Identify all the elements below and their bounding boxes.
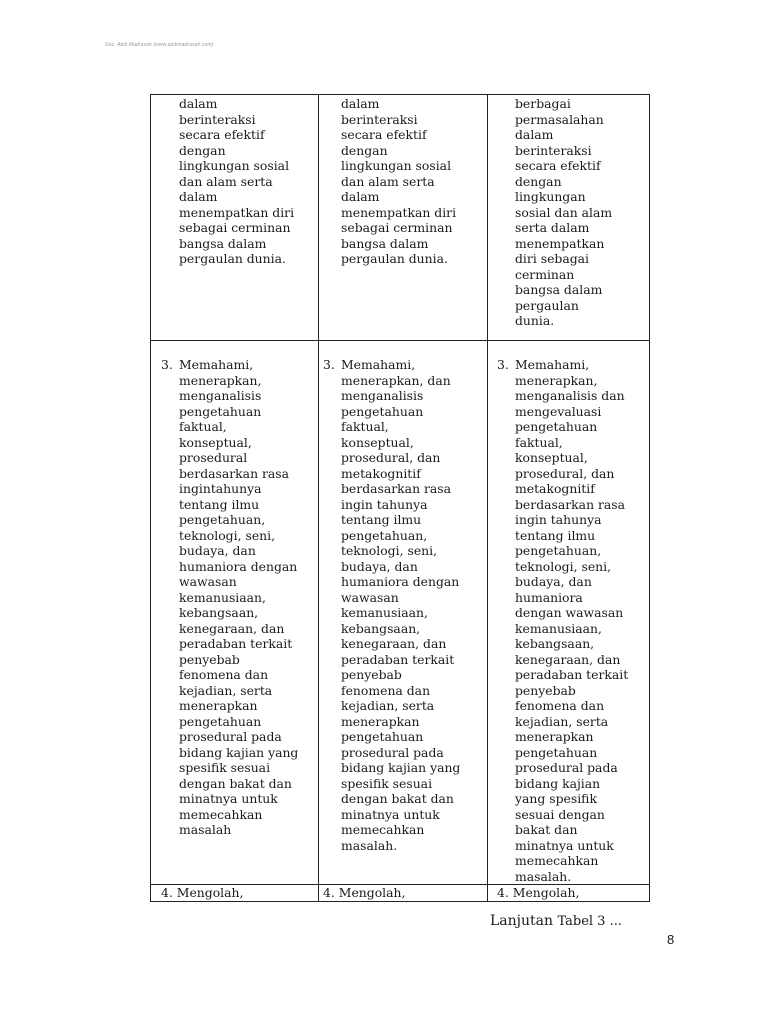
text-line: lingkungan bbox=[515, 189, 586, 204]
text-line: dengan wawasan bbox=[515, 605, 624, 620]
cell-text: Mengolah, bbox=[338, 885, 406, 900]
cell-text bbox=[319, 95, 487, 267]
text-line: kebangsaan, bbox=[341, 620, 421, 636]
continuation-label: Lanjutan bbox=[490, 913, 554, 929]
text-line: berdasarkan rasa bbox=[515, 496, 626, 512]
text-line: berdasarkan rasa bbox=[179, 465, 290, 481]
text-line: minatnya untuk bbox=[341, 806, 440, 822]
text-line: pengetahuan bbox=[515, 419, 598, 434]
text-line: faktual, bbox=[179, 419, 227, 434]
text-line: sebagai cerminan bbox=[179, 220, 291, 235]
text-line: spesifik sesuai bbox=[179, 760, 271, 775]
text-line: penyebab bbox=[341, 667, 402, 682]
text-line: menerapkan, bbox=[515, 372, 598, 388]
text-line: bidang kajian yang bbox=[341, 760, 461, 775]
text-line: menempatkan bbox=[515, 235, 605, 251]
text-line: metakognitif bbox=[515, 481, 595, 496]
text-line: kemanusiaan, bbox=[515, 620, 602, 636]
text-line: dan alam serta bbox=[179, 173, 273, 189]
text-line: bidang kajian yang bbox=[179, 744, 299, 760]
text-line: yang spesifik bbox=[515, 791, 597, 806]
text-line: berinteraksi bbox=[341, 111, 418, 127]
item-number: 4. bbox=[497, 885, 509, 900]
text-line: kebangsaan, bbox=[515, 636, 595, 651]
text-line: menerapkan, dan bbox=[341, 372, 451, 388]
text-line: humaniora dengan bbox=[341, 574, 460, 589]
text-line: dalam bbox=[341, 96, 380, 111]
text-line: wawasan bbox=[341, 589, 399, 605]
text-line: peradaban terkait bbox=[341, 651, 455, 667]
text-line: dengan bbox=[341, 142, 388, 158]
text-line: prosedural, dan bbox=[341, 450, 441, 465]
text-line: dalam bbox=[515, 127, 554, 142]
text-line: menerapkan, bbox=[179, 372, 262, 388]
cell-text bbox=[151, 357, 318, 838]
text-line: fenomena dan bbox=[341, 682, 431, 698]
text-line: berinteraksi bbox=[179, 111, 256, 127]
cell-text bbox=[488, 95, 649, 329]
text-line: memecahkan bbox=[179, 806, 263, 822]
cell-text: Mengolah, bbox=[512, 885, 580, 900]
text-line: teknologi, seni, bbox=[179, 527, 276, 543]
cell-text bbox=[319, 357, 487, 853]
text-line: ingintahunya bbox=[179, 481, 262, 496]
table-continuation-note bbox=[490, 913, 622, 929]
text-line: serta dalam bbox=[515, 220, 590, 235]
cell-text bbox=[488, 357, 649, 884]
text-line: Memahami, bbox=[341, 357, 416, 372]
text-line: berdasarkan rasa bbox=[341, 481, 452, 496]
text-line: kejadian, serta bbox=[341, 698, 435, 713]
text-line: humaniora bbox=[515, 589, 583, 605]
text-line: peradaban terkait bbox=[515, 667, 629, 682]
text-line: menempatkan diri bbox=[341, 204, 457, 220]
table-row bbox=[151, 341, 650, 885]
text-line: teknologi, seni, bbox=[341, 543, 438, 558]
text-line: cerminan bbox=[515, 266, 575, 282]
text-line: kejadian, serta bbox=[515, 713, 609, 729]
text-line: tentang ilmu bbox=[179, 496, 260, 512]
text-line: bangsa dalam bbox=[179, 235, 267, 251]
text-line: minatnya untuk bbox=[515, 837, 614, 853]
table-row bbox=[151, 885, 650, 902]
table-cell bbox=[151, 341, 319, 885]
item-number: 3. bbox=[497, 357, 509, 372]
text-line: dalam bbox=[341, 189, 380, 204]
table-cell bbox=[319, 341, 488, 885]
text-line: dengan bakat dan bbox=[179, 775, 292, 791]
text-line: diri sebagai bbox=[515, 251, 590, 266]
text-line: tentang ilmu bbox=[341, 512, 422, 527]
text-line: ingin tahunya bbox=[515, 512, 602, 527]
text-line: masalah. bbox=[341, 837, 398, 853]
table-row bbox=[151, 95, 650, 341]
text-line: pengetahuan bbox=[179, 403, 262, 419]
text-line: dengan bbox=[515, 173, 562, 189]
text-line: penyebab bbox=[179, 651, 240, 667]
text-line: mengevaluasi bbox=[515, 403, 602, 419]
text-line: menerapkan bbox=[341, 713, 420, 729]
text-line: pengetahuan, bbox=[341, 527, 428, 543]
table-cell bbox=[151, 885, 319, 902]
text-line: menganalisis dan bbox=[515, 388, 625, 403]
text-line: memecahkan bbox=[515, 853, 599, 868]
item-number: 3. bbox=[161, 357, 173, 372]
text-line: berbagai bbox=[515, 96, 571, 111]
text-line: humaniora dengan bbox=[179, 558, 298, 574]
text-line: masalah. bbox=[515, 868, 572, 884]
text-line: bangsa dalam bbox=[341, 235, 429, 251]
table-cell bbox=[319, 95, 488, 341]
text-line: bangsa dalam bbox=[515, 282, 603, 297]
text-line: ingin tahunya bbox=[341, 496, 428, 512]
text-line: pengetahuan bbox=[341, 403, 424, 419]
text-line: lingkungan sosial bbox=[179, 158, 290, 173]
cell-text bbox=[151, 95, 318, 267]
text-line: budaya, dan bbox=[341, 558, 418, 574]
text-line: permasalahan bbox=[515, 111, 604, 127]
text-line: bidang kajian bbox=[515, 775, 601, 791]
text-line: secara efektif bbox=[179, 127, 265, 142]
text-line: berinteraksi bbox=[515, 142, 592, 158]
text-line: sesuai dengan bbox=[515, 806, 605, 822]
text-line: bakat dan bbox=[515, 822, 578, 837]
text-line: budaya, dan bbox=[515, 574, 592, 589]
text-line: konseptual, bbox=[179, 434, 252, 450]
text-line: menerapkan bbox=[515, 729, 594, 744]
text-line: kemanusiaan, bbox=[341, 605, 428, 620]
text-line: dalam bbox=[179, 96, 218, 111]
text-line: masalah bbox=[179, 822, 232, 837]
text-line: penyebab bbox=[515, 682, 576, 698]
text-line: pengetahuan bbox=[179, 713, 262, 729]
text-line: budaya, dan bbox=[179, 543, 256, 558]
table-cell bbox=[319, 885, 488, 902]
text-line: dan alam serta bbox=[341, 173, 435, 189]
text-line: menerapkan bbox=[179, 698, 258, 713]
text-line: pengetahuan bbox=[341, 729, 424, 744]
text-line: prosedural, dan bbox=[515, 465, 615, 481]
table-cell bbox=[488, 341, 650, 885]
text-line: fenomena dan bbox=[515, 698, 605, 713]
text-line: kebangsaan, bbox=[179, 605, 259, 620]
text-line: spesifik sesuai bbox=[341, 775, 433, 791]
text-line: prosedural pada bbox=[515, 760, 618, 775]
text-line: pergaulan dunia. bbox=[341, 251, 448, 266]
text-line: menganalisis bbox=[179, 388, 262, 403]
text-line: pengetahuan, bbox=[515, 543, 602, 558]
table-cell bbox=[488, 885, 650, 902]
text-line: memecahkan bbox=[341, 822, 425, 837]
text-line: konseptual, bbox=[341, 434, 414, 450]
text-line: pengetahuan bbox=[515, 744, 598, 760]
item-number: 4. bbox=[323, 885, 335, 900]
text-line: dalam bbox=[179, 189, 218, 204]
text-line: dengan bakat dan bbox=[341, 791, 454, 806]
text-line: kenegaraan, dan bbox=[515, 651, 621, 667]
cell-text: Mengolah, bbox=[176, 885, 244, 900]
text-line: fenomena dan bbox=[179, 667, 269, 682]
text-line: dunia. bbox=[515, 313, 555, 328]
text-line: sebagai cerminan bbox=[341, 220, 453, 235]
text-line: lingkungan sosial bbox=[341, 158, 452, 173]
text-line: wawasan bbox=[179, 574, 237, 589]
text-line: faktual, bbox=[341, 419, 389, 434]
text-line: faktual, bbox=[515, 434, 563, 450]
text-line: pergaulan dunia. bbox=[179, 251, 286, 266]
text-line: sosial dan alam bbox=[515, 204, 613, 220]
text-line: pengetahuan, bbox=[179, 512, 266, 527]
text-line: prosedural pada bbox=[341, 744, 444, 760]
table-cell bbox=[488, 95, 650, 341]
text-line: pergaulan bbox=[515, 297, 579, 313]
text-line: kemanusiaan, bbox=[179, 589, 266, 605]
document-watermark: Doc. Abdi Madrasah (www.abdimadrasah.com) bbox=[105, 42, 214, 48]
text-line: prosedural pada bbox=[179, 729, 282, 744]
text-line: peradaban terkait bbox=[179, 636, 293, 651]
item-number: 3. bbox=[323, 357, 335, 372]
item-number: 4. bbox=[161, 885, 173, 900]
text-line: prosedural bbox=[179, 450, 248, 465]
page-number: 8 bbox=[667, 932, 675, 947]
competency-table bbox=[150, 94, 650, 902]
text-line: kenegaraan, dan bbox=[179, 620, 285, 636]
text-line: dengan bbox=[179, 142, 226, 158]
text-line: secara efektif bbox=[515, 158, 601, 173]
text-line: Memahami, bbox=[179, 357, 254, 372]
text-line: secara efektif bbox=[341, 127, 427, 142]
continuation-table-ref: Tabel 3 ... bbox=[557, 914, 622, 929]
text-line: menempatkan diri bbox=[179, 204, 295, 220]
text-line: metakognitif bbox=[341, 465, 421, 481]
text-line: teknologi, seni, bbox=[515, 558, 612, 574]
text-line: konseptual, bbox=[515, 450, 588, 465]
text-line: minatnya untuk bbox=[179, 791, 278, 806]
text-line: kenegaraan, dan bbox=[341, 636, 447, 651]
text-line: tentang ilmu bbox=[515, 527, 596, 543]
text-line: Memahami, bbox=[515, 357, 590, 372]
text-line: menganalisis bbox=[341, 388, 424, 403]
table-cell bbox=[151, 95, 319, 341]
text-line: kejadian, serta bbox=[179, 682, 273, 698]
